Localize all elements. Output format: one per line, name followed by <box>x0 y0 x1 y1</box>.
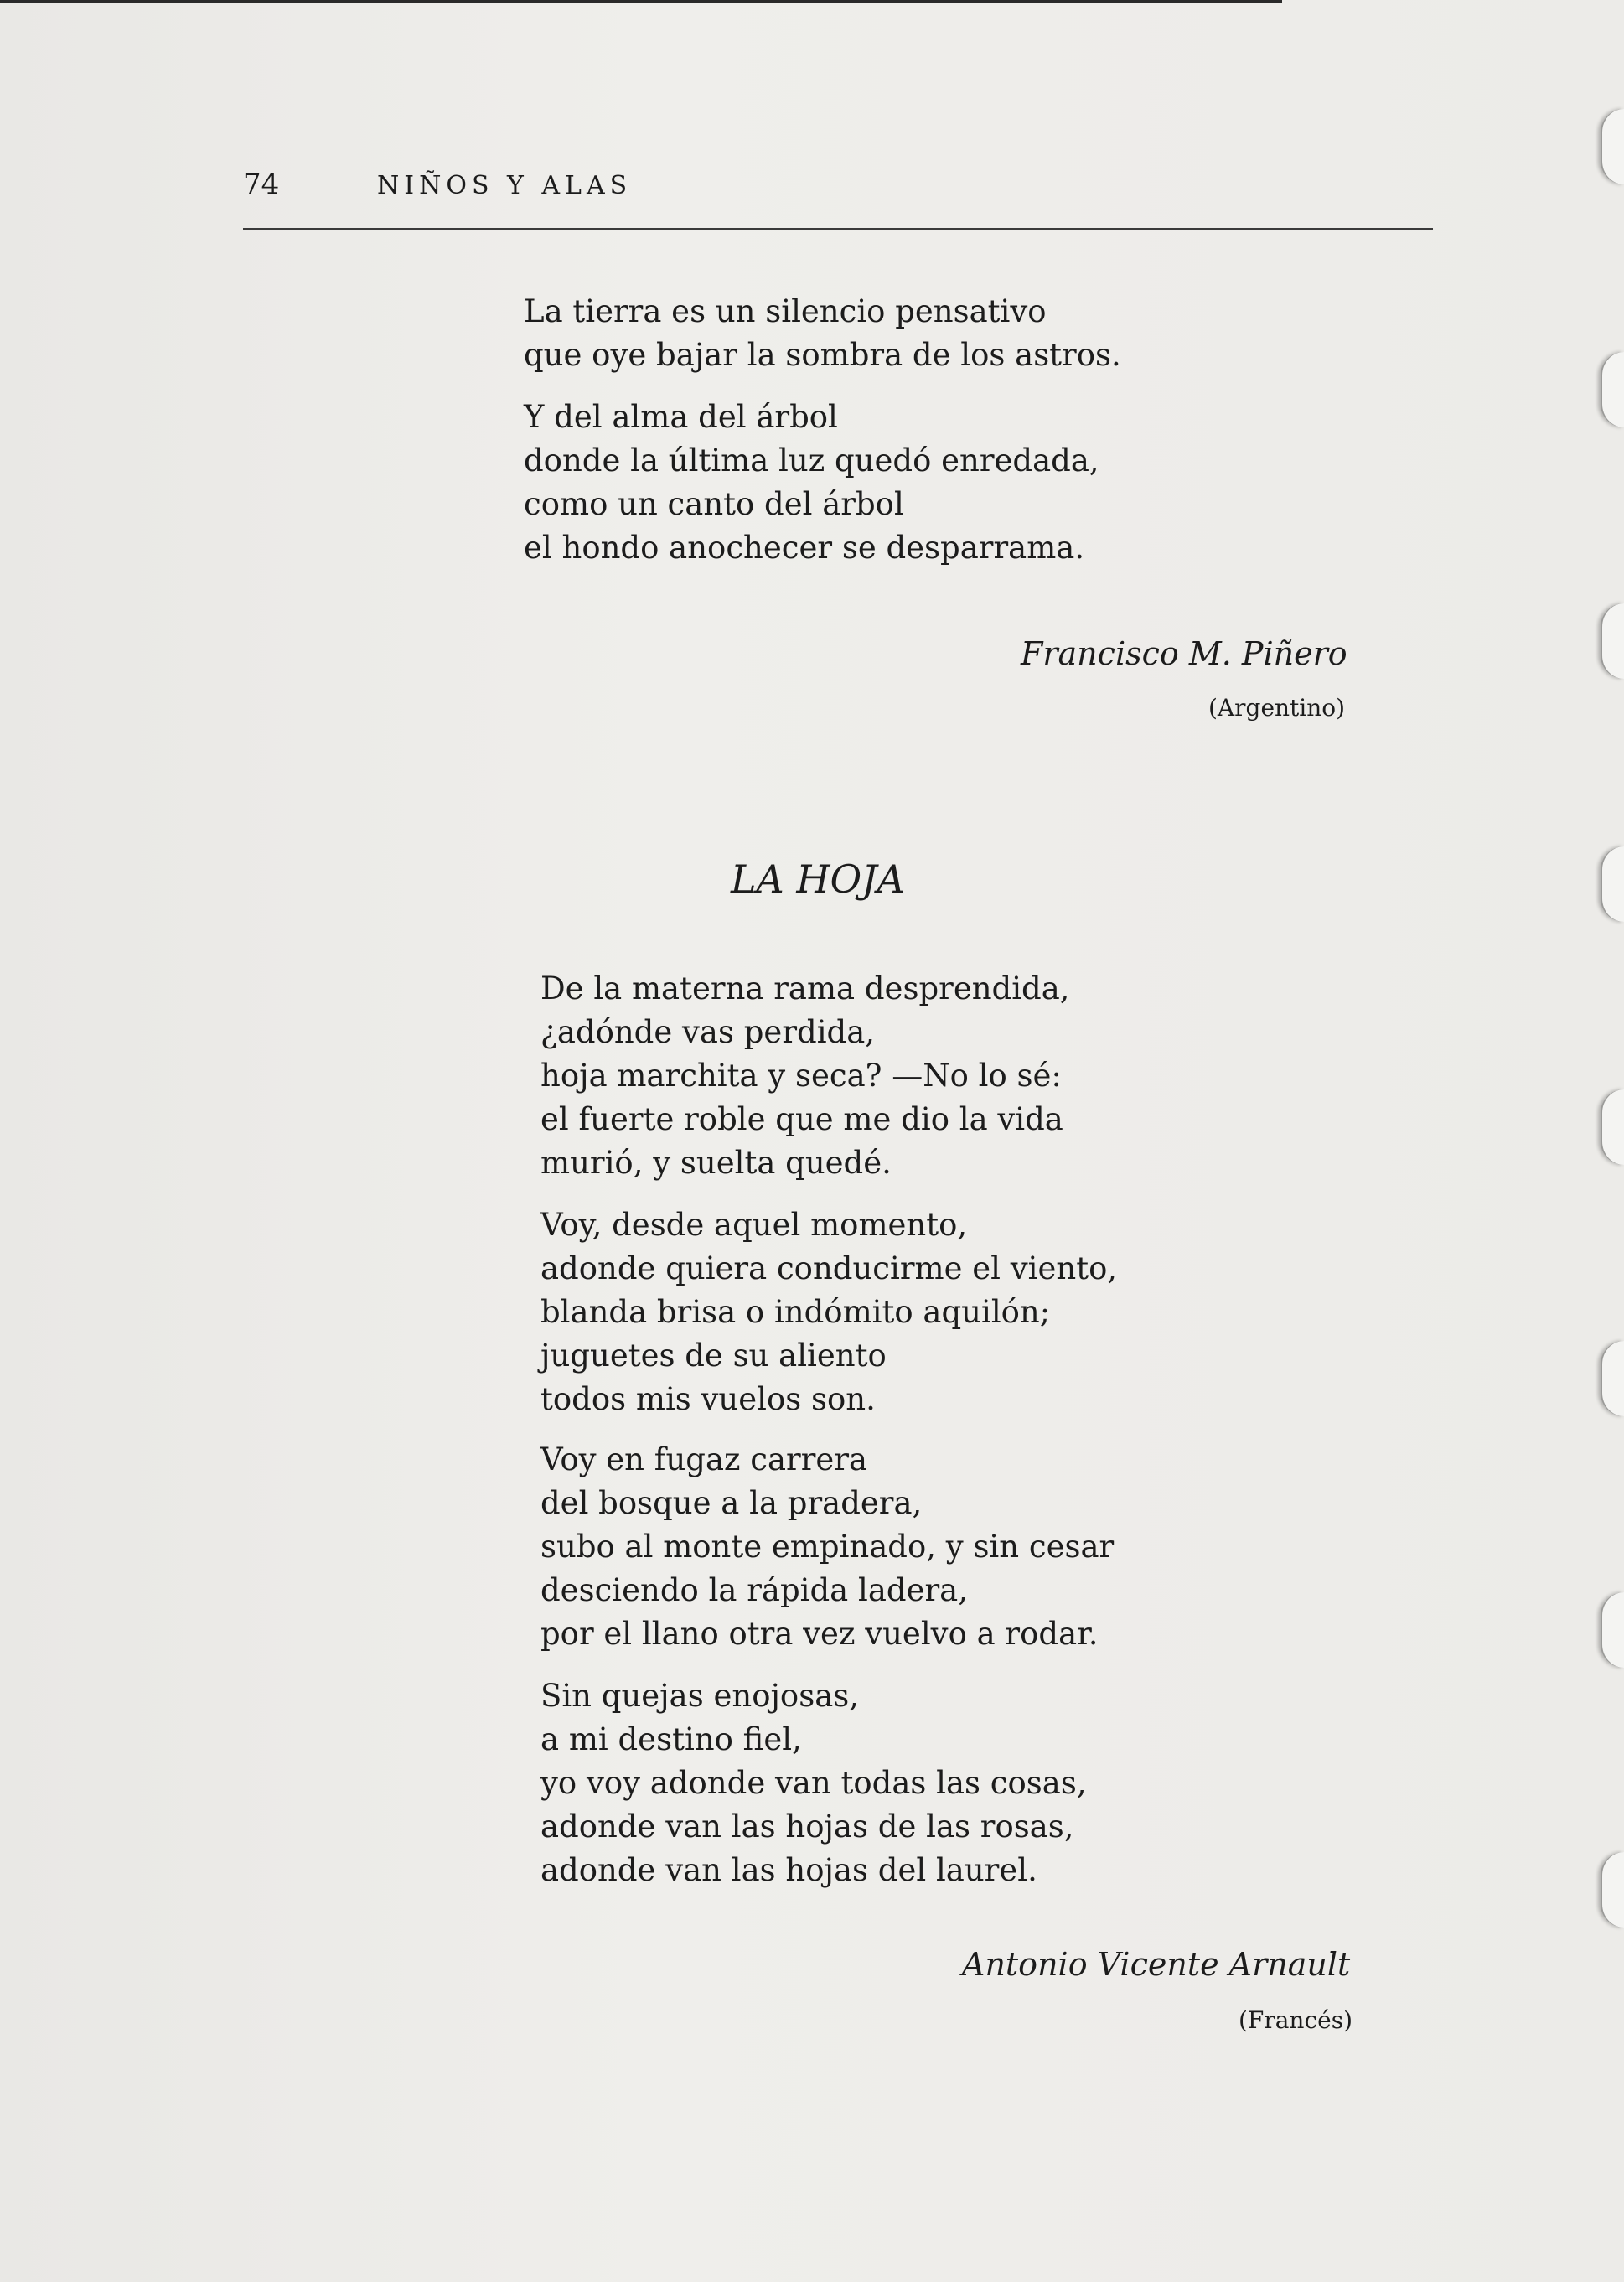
verse-line: yo voy adonde van todas las cosas, <box>540 1765 1087 1801</box>
verse-line: murió, y suelta quedé. <box>540 1145 892 1181</box>
verse-line: ¿adónde vas perdida, <box>540 1014 876 1050</box>
verse-line: adonde van las hojas del laurel. <box>540 1852 1037 1888</box>
poem2-stanza-1 <box>540 967 1070 1185</box>
binding-hole <box>1601 1341 1624 1416</box>
binding-hole <box>1601 846 1624 922</box>
poem1-stanza-1 <box>524 290 1121 377</box>
binding-hole <box>1601 603 1624 679</box>
page-top-edge <box>0 0 1282 3</box>
binding-hole <box>1601 352 1624 427</box>
verse-line: del bosque a la pradera, <box>540 1485 923 1521</box>
binding-hole <box>1601 109 1624 184</box>
verse-line: el hondo anochecer se desparrama. <box>524 530 1085 566</box>
page-number: 74 <box>243 168 280 201</box>
header-rule <box>243 228 1433 230</box>
verse-line: subo al monte empinado, y sin cesar <box>540 1529 1115 1565</box>
verse-line: como un canto del árbol <box>524 486 904 522</box>
poem1-author: Francisco M. Piñero <box>1021 635 1347 672</box>
verse-line: por el llano otra vez vuelvo a rodar. <box>540 1616 1099 1652</box>
verse-line: Sin quejas enojosas, <box>540 1678 860 1714</box>
running-title: NIÑOS Y ALAS <box>377 171 633 200</box>
poem2-stanza-4 <box>540 1674 1087 1892</box>
verse-line: donde la última luz quedó enredada, <box>524 442 1099 479</box>
poem1-nationality: (Argentino) <box>1208 694 1346 722</box>
verse-line: el fuerte roble que me dio la vida <box>540 1101 1063 1137</box>
binding-hole <box>1601 1089 1624 1165</box>
verse-line: todos mis vuelos son. <box>540 1381 876 1417</box>
verse-line: Voy en fugaz carrera <box>540 1441 868 1477</box>
poem2-stanza-2 <box>540 1203 1117 1421</box>
verse-line: hoja marchita y seca? —No lo sé: <box>540 1058 1062 1094</box>
poem2-stanza-3 <box>540 1438 1114 1656</box>
poem2-author: Antonio Vicente Arnault <box>962 1946 1351 1983</box>
page-header <box>243 168 1433 201</box>
binding-hole <box>1601 1592 1624 1668</box>
binding-hole <box>1601 1852 1624 1928</box>
verse-line: a mi destino fiel, <box>540 1721 802 1757</box>
verse-line: adonde van las hojas de las rosas, <box>540 1809 1074 1845</box>
verse-line: La tierra es un silencio pensativo <box>524 293 1047 329</box>
verse-line: que oye bajar la sombra de los astros. <box>524 337 1121 373</box>
poem-title: LA HOJA <box>731 856 905 902</box>
verse-line: adonde quiera conducirme el viento, <box>540 1250 1118 1286</box>
verse-line: Voy, desde aquel momento, <box>540 1207 968 1243</box>
verse-line: De la materna rama desprendida, <box>540 970 1070 1006</box>
verse-line: Y del alma del árbol <box>524 399 838 435</box>
verse-line: desciendo la rápida ladera, <box>540 1572 968 1608</box>
poem2-nationality: (Francés) <box>1239 2006 1353 2034</box>
poem1-stanza-2 <box>524 396 1099 570</box>
verse-line: juguetes de su aliento <box>540 1338 887 1374</box>
verse-line: blanda brisa o indómito aquilón; <box>540 1294 1051 1330</box>
